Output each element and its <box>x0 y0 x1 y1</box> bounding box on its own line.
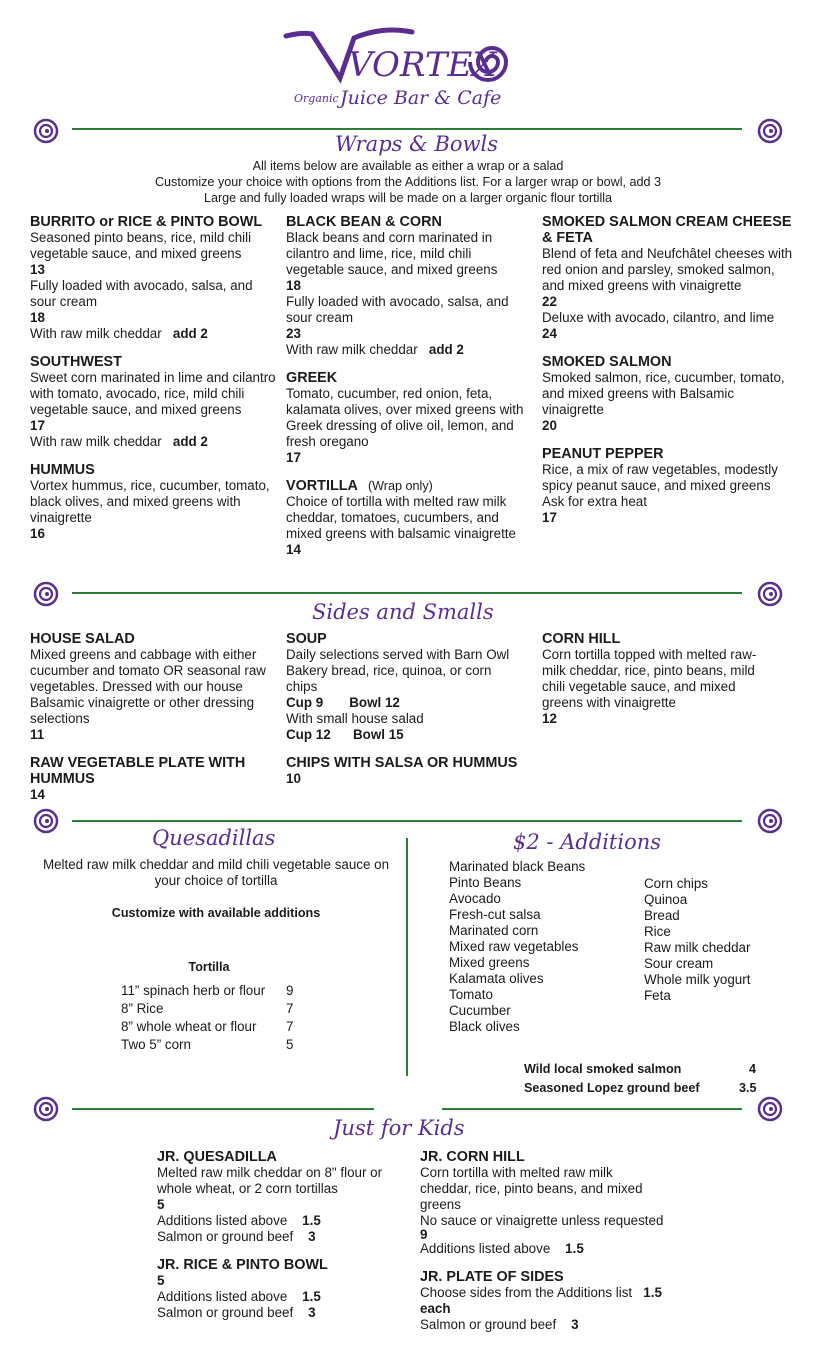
additions-list-1 <box>449 859 639 1035</box>
item-desc-2: No sauce or vinaigrette unless requested <box>420 1213 664 1228</box>
item-desc-2: Deluxe with avocado, cilantro, and lime <box>542 310 775 325</box>
item-desc: Sweet corn marinated in lime and cilantro with tomato, avocado, rice, mild chili vegetable sauce, and mixed greens <box>30 370 276 417</box>
addon-price: 3 <box>308 1229 316 1244</box>
item-name: SOUP <box>286 631 327 647</box>
addition-item: Mixed greens <box>449 955 530 970</box>
item-desc-2: With small house salad <box>286 711 424 726</box>
menu-item-jr-plate <box>420 1269 680 1333</box>
item-price: 22 <box>542 294 557 309</box>
item-name: HUMMUS <box>30 462 95 478</box>
bowl-price: Bowl 12 <box>349 695 400 710</box>
item-desc: Tomato, cucumber, red onion, feta, kalamata olives, over mixed greens with Greek dressing of olive oil, lemon, and fresh oregano <box>286 386 524 449</box>
item-desc: Smoked salmon, rice, cucumber, tomato, and mixed greens with Balsamic vinaigrette <box>542 370 785 417</box>
item-price: 17 <box>30 418 45 433</box>
wraps-column-2 <box>286 214 528 570</box>
kids-title: Just for Kids <box>333 1116 465 1140</box>
menu-item-southwest <box>30 354 278 450</box>
tortilla-list <box>121 982 301 1054</box>
item-desc: Daily selections served with Barn Owl Bakery bread, rice, quinoa, or corn chips <box>286 647 510 694</box>
swirl-icon <box>757 808 783 834</box>
addon-price: 1.5 <box>302 1213 321 1228</box>
item-price: 11 <box>30 727 45 742</box>
item-name: JR. CORN HILL <box>420 1149 525 1165</box>
item-addon <box>157 1213 397 1229</box>
item-desc: Corn tortilla topped with melted raw-milk cheddar, rice, pinto beans, mild chili vegetable sauce, and mixed greens with vinaigrette <box>542 647 757 710</box>
item-price-2: 24 <box>542 326 557 341</box>
item-name: SMOKED SALMON <box>542 354 672 370</box>
kids-column-2 <box>420 1149 680 1345</box>
menu-item-soup <box>286 631 526 743</box>
soup-prices-2 <box>286 727 526 743</box>
quesadillas-desc: Melted raw milk cheddar and mild chili vegetable sauce on your choice of tortilla <box>42 857 390 888</box>
additions-title: $2 - Additions <box>513 830 662 854</box>
menu-item-jr-rice-bowl <box>157 1257 397 1321</box>
soup-prices <box>286 695 526 711</box>
extra-name: Wild local smoked salmon <box>524 1062 682 1076</box>
menu-item-raw-vegetable <box>30 755 278 803</box>
item-name: PEANUT PEPPER <box>542 446 664 462</box>
item-name: CHIPS WITH SALSA OR HUMMUS <box>286 755 518 771</box>
addition-item: Avocado <box>449 891 501 906</box>
item-name: SOUTHWEST <box>30 354 122 370</box>
addition-item: Marinated black Beans <box>449 859 586 874</box>
logo-wordmark: VORTEX <box>348 45 497 85</box>
item-price-2: 23 <box>286 326 301 341</box>
note-text: With raw milk cheddar <box>30 326 162 341</box>
wraps-intro-2: Customize your choice with options from the Additions list. For a larger wrap or bowl, add 3 <box>154 175 662 189</box>
additions-extras <box>524 1060 764 1098</box>
cup-price: Cup 12 <box>286 727 331 742</box>
wraps-title: Wraps & Bowls <box>335 132 499 156</box>
addon-text: Salmon or ground beef <box>420 1317 557 1332</box>
item-price: 10 <box>286 771 301 786</box>
tortilla-price: 9 <box>286 983 294 998</box>
item-note <box>286 342 528 358</box>
extra-name: Seasoned Lopez ground beef <box>524 1081 700 1095</box>
addon-text: Salmon or ground beef <box>157 1305 294 1320</box>
item-price: 5 <box>157 1273 165 1288</box>
item-desc: Melted raw milk cheddar on 8" flour or whole wheat, or 2 corn tortillas <box>157 1165 383 1196</box>
addon-text: Additions listed above <box>420 1241 551 1256</box>
logo-subtitle: Juice Bar & Cafe <box>340 87 502 109</box>
addition-item: Rice <box>644 924 671 939</box>
addition-item: Whole milk yogurt <box>644 972 751 987</box>
addon-text: Additions listed above <box>157 1213 288 1228</box>
menu-item-hummus <box>30 462 278 542</box>
menu-item-smoked-salmon <box>542 354 794 434</box>
item-desc <box>420 1285 680 1317</box>
item-price-2: 18 <box>30 310 45 325</box>
addon-text: Additions listed above <box>157 1289 288 1304</box>
addition-item: Corn chips <box>644 876 709 891</box>
item-name: JR. RICE & PINTO BOWL <box>157 1257 328 1273</box>
addition-item: Tomato <box>449 987 493 1002</box>
addition-item: Cucumber <box>449 1003 511 1018</box>
item-name: BURRITO or RICE & PINTO BOWL <box>30 214 263 230</box>
item-desc: Seasoned pinto beans, rice, mild chili vegetable sauce, and mixed greens <box>30 230 252 261</box>
item-note <box>30 434 278 450</box>
section-divider <box>72 1108 374 1110</box>
addition-item: Marinated corn <box>449 923 539 938</box>
column-divider <box>406 838 408 1076</box>
extra-row <box>524 1079 764 1098</box>
item-name-text: VORTILLA <box>286 478 358 494</box>
item-tag: (Wrap only) <box>367 479 433 493</box>
tortilla-name: 8” Rice <box>121 1001 164 1016</box>
tortilla-price: 5 <box>286 1037 294 1052</box>
section-divider <box>72 592 742 594</box>
item-name: BLACK BEAN & CORN <box>286 214 442 230</box>
addition-item: Quinoa <box>644 892 688 907</box>
addition-item: Raw milk cheddar <box>644 940 751 955</box>
addition-item: Bread <box>644 908 680 923</box>
menu-item-greek <box>286 370 528 466</box>
additions-list-2 <box>644 876 794 1004</box>
section-divider <box>442 1108 742 1110</box>
menu-item-salmon-cream <box>542 214 794 342</box>
item-addon <box>420 1241 680 1257</box>
tortilla-name: 11” spinach herb or flour <box>121 983 266 998</box>
addition-item: Fresh-cut salsa <box>449 907 541 922</box>
item-desc: Corn tortilla with melted raw milk cheddar, rice, pinto beans, and mixed greens <box>420 1165 643 1212</box>
addition-item: Pinto Beans <box>449 875 522 890</box>
sides-column-3 <box>542 631 774 739</box>
item-desc: Black beans and corn marinated in cilantro and lime, rice, mild chili vegetable sauce, and mixed greens <box>286 230 498 277</box>
item-price: 17 <box>286 450 301 465</box>
tortilla-price: 7 <box>286 1019 294 1034</box>
tortilla-row <box>121 1036 301 1054</box>
item-addon <box>420 1317 680 1333</box>
item-name: CORN HILL <box>542 631 621 647</box>
extra-row <box>524 1060 764 1079</box>
swirl-icon <box>33 581 59 607</box>
item-addon <box>157 1289 397 1305</box>
swirl-icon <box>757 581 783 607</box>
cup-price: Cup 9 <box>286 695 324 710</box>
tortilla-row <box>121 982 301 1000</box>
tortilla-price: 7 <box>286 1001 294 1016</box>
menu-item-peanut-pepper <box>542 446 794 526</box>
section-divider <box>72 128 742 130</box>
extra-price: 3.5 <box>739 1081 757 1095</box>
item-price: 14 <box>286 542 301 557</box>
item-name: SMOKED SALMON CREAM CHEESE & FETA <box>542 214 792 246</box>
note-text: With raw milk cheddar <box>286 342 418 357</box>
wraps-column-3 <box>542 214 794 538</box>
menu-item-black-bean <box>286 214 528 358</box>
vortex-logo <box>282 22 522 112</box>
item-addon <box>157 1229 397 1245</box>
item-price: 20 <box>542 418 557 433</box>
tortilla-name: Two 5” corn <box>121 1037 191 1052</box>
swirl-icon <box>33 808 59 834</box>
item-price: 13 <box>30 262 45 277</box>
addon-price: 1.5 <box>302 1289 321 1304</box>
item-addon <box>157 1305 397 1321</box>
section-divider <box>72 820 742 822</box>
wraps-intro-1: All items below are available as either a wrap or a salad <box>252 159 564 173</box>
addition-item: Sour cream <box>644 956 714 971</box>
note-text: With raw milk cheddar <box>30 434 162 449</box>
wraps-intro-3: Large and fully loaded wraps will be made on a larger organic flour tortilla <box>203 191 613 205</box>
item-desc: Blend of feta and Neufchâtel cheeses with red onion and parsley, smoked salmon, and mixed greens with vinaigrette <box>542 246 793 293</box>
quesadillas-title: Quesadillas <box>152 826 276 850</box>
sides-column-2 <box>286 631 526 799</box>
item-price: 18 <box>286 278 301 293</box>
note-price: add 2 <box>428 342 464 357</box>
menu-item-jr-corn-hill <box>420 1149 680 1257</box>
addon-text: Salmon or ground beef <box>157 1229 294 1244</box>
note-price: add 2 <box>172 434 208 449</box>
tortilla-row <box>121 1000 301 1018</box>
addition-item: Feta <box>644 988 671 1003</box>
bowl-price: Bowl 15 <box>352 727 404 742</box>
tortilla-header: Tortilla <box>188 960 230 974</box>
item-name: JR. PLATE OF SIDES <box>420 1269 564 1285</box>
swirl-icon <box>757 118 783 144</box>
menu-item-corn-hill <box>542 631 774 727</box>
swirl-icon <box>33 118 59 144</box>
item-price: 17 <box>542 510 557 525</box>
addon-price: 3 <box>308 1305 316 1320</box>
kids-column-1 <box>157 1149 397 1333</box>
item-price: 16 <box>30 526 45 541</box>
menu-item-burrito <box>30 214 278 342</box>
item-name <box>286 478 528 494</box>
extra-price: 4 <box>749 1062 757 1076</box>
item-name: HOUSE SALAD <box>30 631 135 647</box>
item-desc: Mixed greens and cabbage with either cucumber and tomato OR seasonal raw vegetables. Dressed with our house Balsamic vinaigrette or other dressing selections <box>30 647 266 726</box>
item-name: GREEK <box>286 370 338 386</box>
menu-item-house-salad <box>30 631 278 743</box>
addon-price: 3 <box>571 1317 579 1332</box>
item-price: 5 <box>157 1197 165 1212</box>
item-price: 9 <box>420 1227 428 1242</box>
item-desc: Rice, a mix of raw vegetables, modestly spicy peanut sauce, and mixed greens <box>542 462 778 493</box>
item-desc-2: Ask for extra heat <box>542 494 647 509</box>
logo-organic: Organic <box>294 92 339 105</box>
menu-item-chips <box>286 755 526 787</box>
swirl-icon <box>33 1096 59 1122</box>
swirl-icon <box>757 1096 783 1122</box>
quesadillas-customize: Customize with available additions <box>111 906 321 920</box>
wraps-column-1 <box>30 214 278 554</box>
note-price: add 2 <box>172 326 208 341</box>
tortilla-row <box>121 1018 301 1036</box>
sides-title: Sides and Smalls <box>312 600 494 624</box>
menu-item-vortilla <box>286 478 528 558</box>
item-desc: Choice of tortilla with melted raw milk cheddar, tomatoes, cucumbers, and mixed greens with balsamic vinaigrette <box>286 494 516 541</box>
desc-price: 1.5 each <box>420 1285 662 1316</box>
item-desc: Vortex hummus, rice, cucumber, tomato, black olives, and mixed greens with vinaigrette <box>30 478 270 525</box>
addon-price: 1.5 <box>565 1241 584 1256</box>
tortilla-name: 8” whole wheat or flour <box>121 1019 257 1034</box>
sides-column-1 <box>30 631 278 815</box>
addition-item: Mixed raw vegetables <box>449 939 579 954</box>
addition-item: Black olives <box>449 1019 520 1034</box>
item-name: RAW VEGETABLE PLATE WITH HUMMUS <box>30 755 246 787</box>
item-price: 14 <box>30 787 45 802</box>
item-desc-2: Fully loaded with avocado, salsa, and sour cream <box>30 278 253 309</box>
item-desc-2: Fully loaded with avocado, salsa, and sour cream <box>286 294 509 325</box>
addition-item: Kalamata olives <box>449 971 544 986</box>
item-name: JR. QUESADILLA <box>157 1149 277 1165</box>
item-note <box>30 326 278 342</box>
menu-item-jr-quesadilla <box>157 1149 397 1245</box>
item-price: 12 <box>542 711 557 726</box>
desc-text: Choose sides from the Additions list <box>420 1285 633 1300</box>
